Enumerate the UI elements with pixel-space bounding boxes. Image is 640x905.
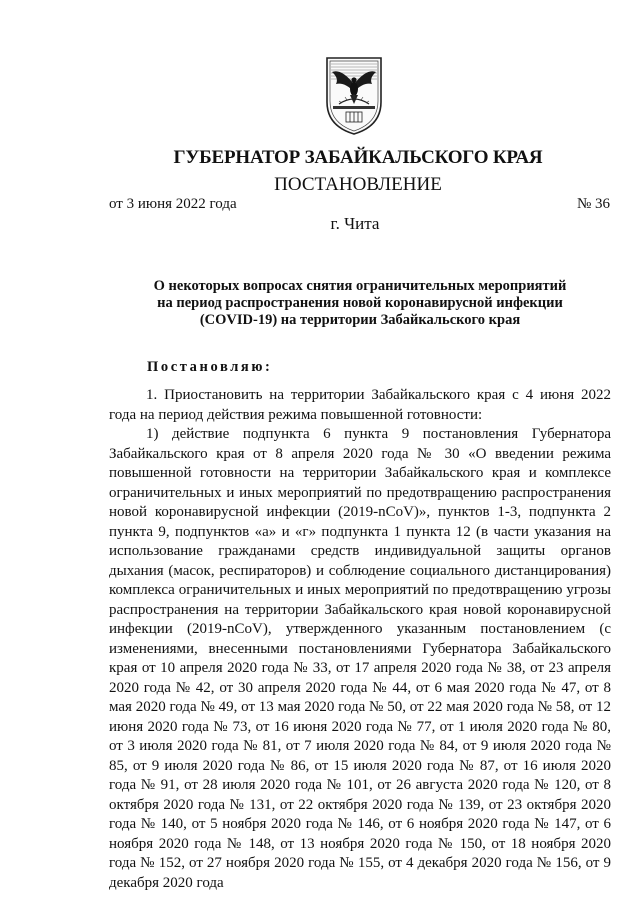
governor-title: ГУБЕРНАТОР ЗАБАЙКАЛЬСКОГО КРАЯ <box>173 147 543 168</box>
document-date: от 3 июня 2022 года <box>109 196 237 212</box>
decree-heading: Постановляю: <box>147 359 273 375</box>
subject-line: О некоторых вопросах снятия ограничительных мероприятий <box>153 278 567 294</box>
paragraph: 1) действие подпункта 6 пункта 9 постановления Губернатора Забайкальского края от 8 апреля 2020 года № 30 «О введении режима повышенной готовности на территории Забайкальского края и комплексе ограничительных и иных мероприятий по предотвращению распространения новой коронавирусной инфекции (2019-nCoV)», пунктов 1-3, подпункта 2 пункта 9, подпунктов «а» и «г» подпункта 1 пункта 12 (в части указания на использование гражданами средств индивидуальной защиты органов дыхания (масок, респираторов) и соблюдение социального дистанцирования) комплекса ограничительных и иных мероприятий по предотвращению угрозы распространения на территории Забайкальского края новой коронавирусной инфекции (2019-nCoV), утвержденного указанным постановлением (с изменениями, внесенными постановлениями Губернатора Забайкальского края от 10 апреля 2020 года № 33, от 17 апреля 2020 года № 38, от 23 апреля 2020 года № 42, от 30 апреля 2020 года № 44, от 6 мая 2020 года № 47, от 8 мая 2020 года № 49, от 13 мая 2020 года № 50, от 22 мая 2020 года № 58, от 12 июня 2020 года № 73, от 16 июня 2020 года № 77, от 1 июля 2020 года № 80, от 3 июля 2020 года № 81, от 7 июля 2020 года № 84, от 9 июля 2020 года № 85, от 9 июля 2020 года № 86, от 15 июля 2020 года № 87, от 16 июля 2020 года № 91, от 28 июля 2020 года № 101, от 26 августа 2020 года № 120, от 8 октября 2020 года № 131, от 22 октября 2020 года № 139, от 23 октября 2020 года № 140, от 5 ноября 2020 года № 146, от 6 ноября 2020 года № 147, от 6 ноября 2020 года № 148, от 13 ноября 2020 года № 150, от 18 ноября 2020 года № 152, от 27 ноября 2020 года № 155, от 4 декабря 2020 года № 156, от 9 декабря 2020 года <box>109 426 611 891</box>
document-body <box>109 386 611 893</box>
paragraph: 1. Приостановить на территории Забайкальского края с 4 июня 2022 года на период действия режима повышенной готовности: <box>109 387 611 423</box>
document-type: ПОСТАНОВЛЕНИЕ <box>274 174 442 195</box>
subject-line: (COVID-19) на территории Забайкальского края <box>199 312 521 328</box>
document-city: г. Чита <box>330 214 380 233</box>
subject-line: на период распространения новой коронавирусной инфекции <box>157 295 563 311</box>
document-subject <box>109 278 611 329</box>
document-number: № 36 <box>576 196 610 212</box>
coat-of-arms-icon <box>321 54 387 136</box>
